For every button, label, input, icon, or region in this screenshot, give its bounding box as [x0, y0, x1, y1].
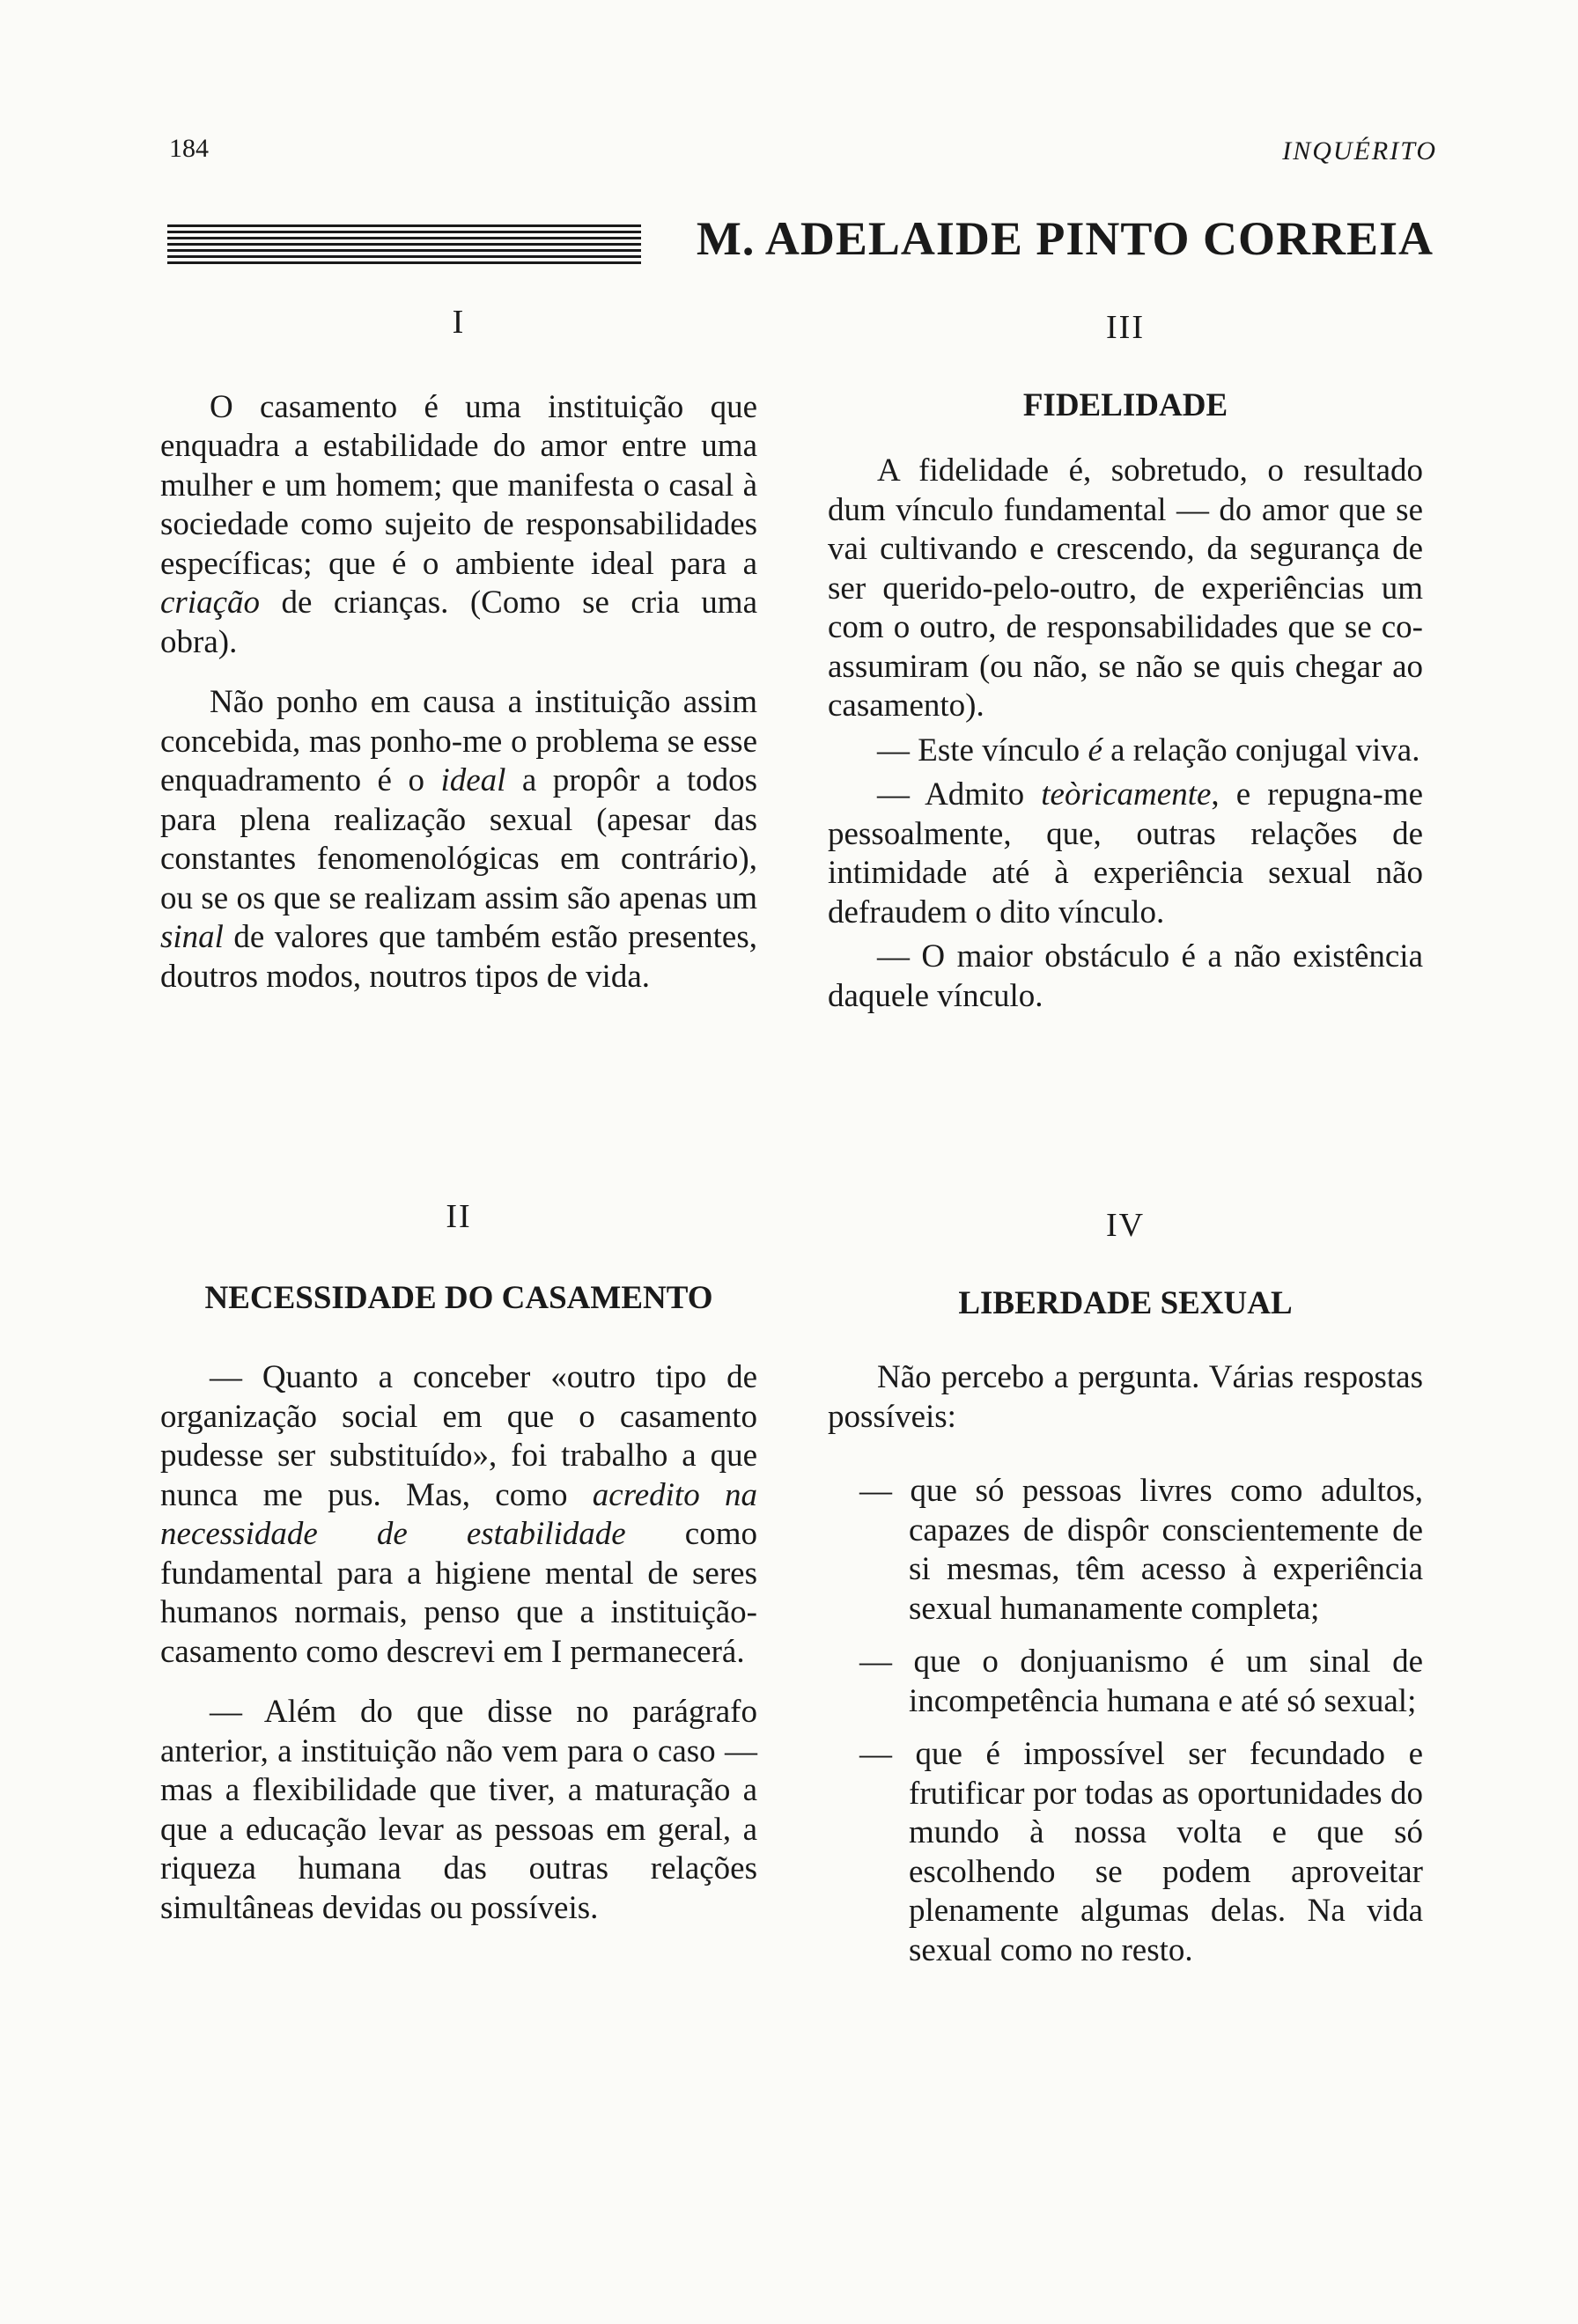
section-numeral: III — [1106, 309, 1145, 346]
section-2 — [160, 1197, 757, 1928]
section-3 — [828, 308, 1423, 1016]
paragraph: O casamento é uma instituição que enquadra a estabilidade do amor entre uma mulher e um homem; que manifesta o casal à sociedade como sujeito de responsabilidades específicas; que é o ambiente ideal para a criação de crianças. (Como se cria uma obra). — [160, 388, 757, 660]
section-1 — [160, 303, 757, 997]
paragraph: — Quanto a conceber «outro tipo de organização social em que o casamento pudesse ser substituído», foi trabalho a que nunca me pus. Mas, como acredito na necessidade de estabilidade como fundamental para a higiene mental de seres humanos normais, penso que a instituição-casamento como descrevi em I permanecerá. — [160, 1359, 757, 1670]
section-numeral: IV — [1105, 1207, 1146, 1244]
paragraph: A fidelidade é, sobretudo, o resultado dum vínculo fundamental — do amor que se vai cultivando e crescendo, da segurança de ser querido-pelo-outro, de experiências um com o outro, de responsabilidades que se co-assumiram (ou não, se não se quis chegar ao casamento). — [828, 452, 1423, 724]
section-numeral: II — [446, 1198, 472, 1235]
paragraph: — Além do que disse no parágrafo anterior, a instituição não vem para o caso — mas a flexibilidade que tiver, a maturação a que a educação levar as pessoas em geral, a riqueza humana das outras relações simultâneas devidas ou possíveis. — [160, 1694, 757, 1926]
running-head: INQUÉRITO — [1282, 136, 1437, 165]
section-numeral: I — [452, 304, 466, 341]
list-item: — que é impossível ser fecundado e frutificar por todas as oportunidades do mundo à nossa volta e que só escolhendo se podem aproveitar plenamente algumas delas. Na vida sexual como no resto. — [859, 1736, 1423, 1968]
section-4 — [828, 1206, 1423, 1970]
paragraph: — Admito teòricamente, e repugna-me pessoalmente, que, outras relações de intimidade até à experiência sexual não defraudem o dito vínculo. — [828, 776, 1423, 930]
section-title: FIDELIDADE — [1022, 386, 1228, 423]
paragraph: — Este vínculo é a relação conjugal viva. — [877, 732, 1420, 769]
author-heading: M. ADELAIDE PINTO CORREIA — [696, 212, 1434, 265]
paragraph: Não ponho em causa a instituição assim concebida, mas ponho-me o problema se esse enquadramento é o ideal a propôr a todos para plena realização sexual (apesar das constantes fenomenológicas em contrário), ou se os que se realizam assim são apenas um sinal de valores que também estão presentes, doutros modos, noutros tipos de vida. — [160, 684, 757, 995]
list-item: — que só pessoas livres como adultos, capazes de dispôr conscientemente de si mesmas, têm acesso à experiência sexual humanamente completa; — [859, 1473, 1423, 1627]
list-item: — que o donjuanismo é um sinal de incompetência humana e até só sexual; — [859, 1644, 1423, 1719]
decorative-pattern — [167, 224, 641, 264]
page-number: 184 — [169, 134, 209, 163]
section-title: NECESSIDADE DO CASAMENTO — [204, 1279, 713, 1316]
paragraph: Não percebo a pergunta. Várias respostas possíveis: — [828, 1359, 1423, 1435]
paragraph: — O maior obstáculo é a não existência daquele vínculo. — [828, 938, 1423, 1014]
section-title: LIBERDADE SEXUAL — [958, 1284, 1293, 1321]
